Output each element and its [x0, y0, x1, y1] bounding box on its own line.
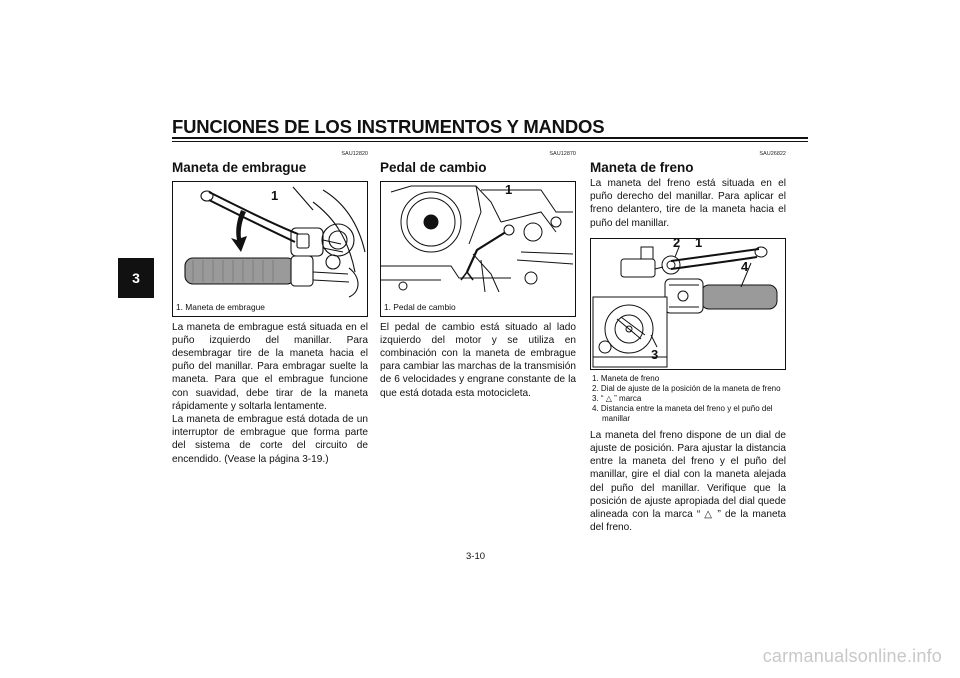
- caption-item: 2. Dial de ajuste de la posición de la maneta de freno: [592, 383, 781, 393]
- brake-lever-illustration: [591, 239, 785, 369]
- figure-caption-list: [590, 370, 786, 429]
- body-paragraph: La maneta de embrague está dotada de un interruptor de embrague que forma parte del sistema de corte del circuito de encendido. (Vease la página 3-19.): [172, 413, 368, 465]
- section-heading: Maneta de freno: [590, 160, 694, 175]
- header-rule-thin: [172, 141, 808, 142]
- section-shift-pedal: [380, 150, 576, 400]
- intro-paragraph: La maneta del freno está situada en el puño derecho del manillar. Para aplicar el freno delantero, tire de la maneta hacia el puño del manillar.: [590, 178, 786, 229]
- section-code: SAU12820: [341, 151, 368, 157]
- section-intro: [590, 177, 786, 230]
- figure-callout-1: 1: [271, 188, 279, 203]
- body-paragraph: El pedal de cambio está situado al lado izquierdo del motor y se utiliza en combinación con la maneta de embrague para cambiar las marchas de la transmisión de 6 velocidades y engrane constante de la que está dotada esta motocicleta.: [380, 321, 576, 399]
- watermark: carmanualsonline.info: [762, 646, 942, 666]
- page-header: [172, 116, 808, 138]
- page-number: 3-10: [466, 551, 486, 562]
- page-title: FUNCIONES DE LOS INSTRUMENTOS Y MANDOS: [172, 116, 605, 137]
- figure-caption: 1. Pedal de cambio: [384, 302, 456, 312]
- shift-pedal-figure: [380, 181, 576, 317]
- caption-item: 3. “ △ ” marca: [592, 393, 642, 403]
- figure-callout-1: 1: [505, 182, 513, 197]
- pull-arrow-icon: [231, 210, 247, 252]
- brake-lever-figure: [590, 238, 786, 370]
- figure-caption: 1. Maneta de embrague: [176, 302, 265, 312]
- section-brake-lever: [590, 150, 786, 534]
- caption-item: 4. Distancia entre la maneta del freno y el puño del manillar: [592, 403, 773, 423]
- clutch-lever-figure: [172, 181, 368, 317]
- figure-callout-1: 1: [695, 237, 703, 250]
- section-heading: Pedal de cambio: [380, 160, 487, 175]
- body-paragraph: La maneta de embrague está situada en el puño izquierdo del manillar. Para desembragar tire de la maneta hacia el puño del manillar. Para embragar suelte la maneta. Para que el embrague funcione con suavidad, debe tirar de la maneta rápidamente y soltarla lentamente.: [172, 321, 368, 412]
- caption-item: 1. Maneta de freno: [592, 373, 660, 383]
- section-code: SAU12870: [549, 151, 576, 157]
- section-body: [172, 321, 368, 466]
- body-paragraph: La maneta del freno dispone de un dial de ajuste de posición. Para ajustar la distancia entre la maneta del freno y el puño del manillar, gire el dial con la maneta alejada del puño del manillar. Verifique que la posición de ajuste apropiada del dial quede alineada con la marca “ △ ” de la maneta del freno.: [590, 429, 786, 534]
- section-body: [590, 429, 786, 535]
- section-heading: Maneta de embrague: [172, 160, 307, 175]
- figure-callout-3: 3: [651, 346, 659, 362]
- figure-callout-4: 4: [741, 258, 749, 274]
- section-clutch-lever: [172, 150, 368, 466]
- header-rule-thick: [172, 137, 808, 139]
- clutch-lever-illustration: [173, 182, 367, 300]
- section-body: [380, 321, 576, 400]
- figure-callout-2: 2: [673, 237, 681, 250]
- chapter-tab: 3: [118, 258, 154, 298]
- shift-pedal-illustration: [381, 182, 575, 300]
- section-code: SAU26822: [759, 151, 786, 157]
